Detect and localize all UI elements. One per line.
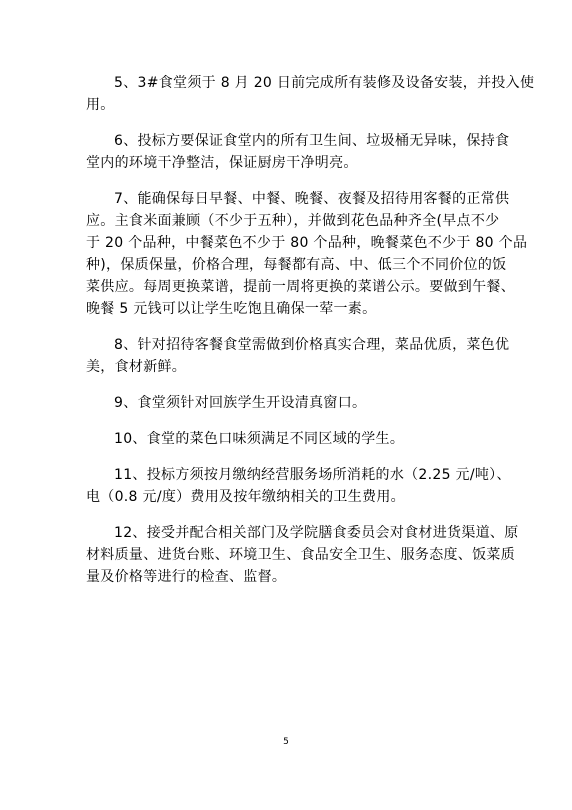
text-line: 美，食材新鲜。 bbox=[86, 359, 187, 375]
text-line: 12、接受并配合相关部门及学院膳食委员会对食材进货渠道、原 bbox=[114, 525, 519, 541]
text-line: 6、投标方要保证食堂内的所有卫生间、垃圾桶无异味，保持食 bbox=[114, 133, 510, 149]
text-line: 10、食堂的菜色口味须满足不同区域的学生。 bbox=[114, 431, 405, 447]
text-line: 应。主食米面兼顾（不少于五种），并做到花色品种齐全(早点不少 bbox=[86, 213, 500, 229]
paragraph-item-5 bbox=[86, 72, 535, 116]
text-line: 11、投标方须按月缴纳经营服务场所消耗的水（2.25 元/吨）、 bbox=[114, 467, 511, 483]
text-line: 电（0.8 元/度）费用及按年缴纳相关的卫生费用。 bbox=[86, 489, 405, 505]
text-line: 量及价格等进行的检查、监督。 bbox=[86, 569, 287, 585]
text-line: 5、3#食堂须于 8 月 20 日前完成所有装修及设备安装，并投入使 bbox=[114, 75, 535, 91]
paragraph-item-10 bbox=[86, 428, 488, 450]
paragraph-item-12 bbox=[86, 522, 519, 588]
text-line: 用。 bbox=[86, 97, 115, 113]
paragraph-item-8 bbox=[86, 334, 510, 378]
paragraph-item-6 bbox=[86, 130, 510, 174]
text-line: 菜供应。每周更换菜谱，提前一周将更换的菜谱公示。要做到午餐、 bbox=[86, 279, 515, 295]
paragraph-item-9 bbox=[86, 392, 488, 414]
text-line: 材料质量、进货台账、环境卫生、食品安全卫生、服务态度、饭菜质 bbox=[86, 547, 515, 563]
text-line: 7、能确保每日早餐、中餐、晚餐、夜餐及招待用客餐的正常供 bbox=[114, 191, 510, 207]
document-body bbox=[86, 72, 535, 602]
paragraph-item-11 bbox=[86, 464, 511, 508]
text-line: 于 20 个品种，中餐菜色不少于 80 个品种，晚餐菜色不少于 80 个品 bbox=[86, 235, 528, 251]
text-line: 种)，保质保量，价格合理，每餐都有高、中、低三个不同价位的饭 bbox=[86, 257, 507, 273]
text-line: 堂内的环境干净整洁，保证厨房干净明亮。 bbox=[86, 155, 358, 171]
text-line: 晚餐 5 元钱可以让学生吃饱且确保一荤一素。 bbox=[86, 301, 377, 317]
paragraph-item-7 bbox=[86, 188, 528, 320]
text-line: 8、针对招待客餐食堂需做到价格真实合理，菜品优质，菜色优 bbox=[114, 337, 510, 353]
page-number: 5 bbox=[283, 737, 289, 747]
text-line: 9、食堂须针对回族学生开设清真窗口。 bbox=[114, 395, 367, 411]
